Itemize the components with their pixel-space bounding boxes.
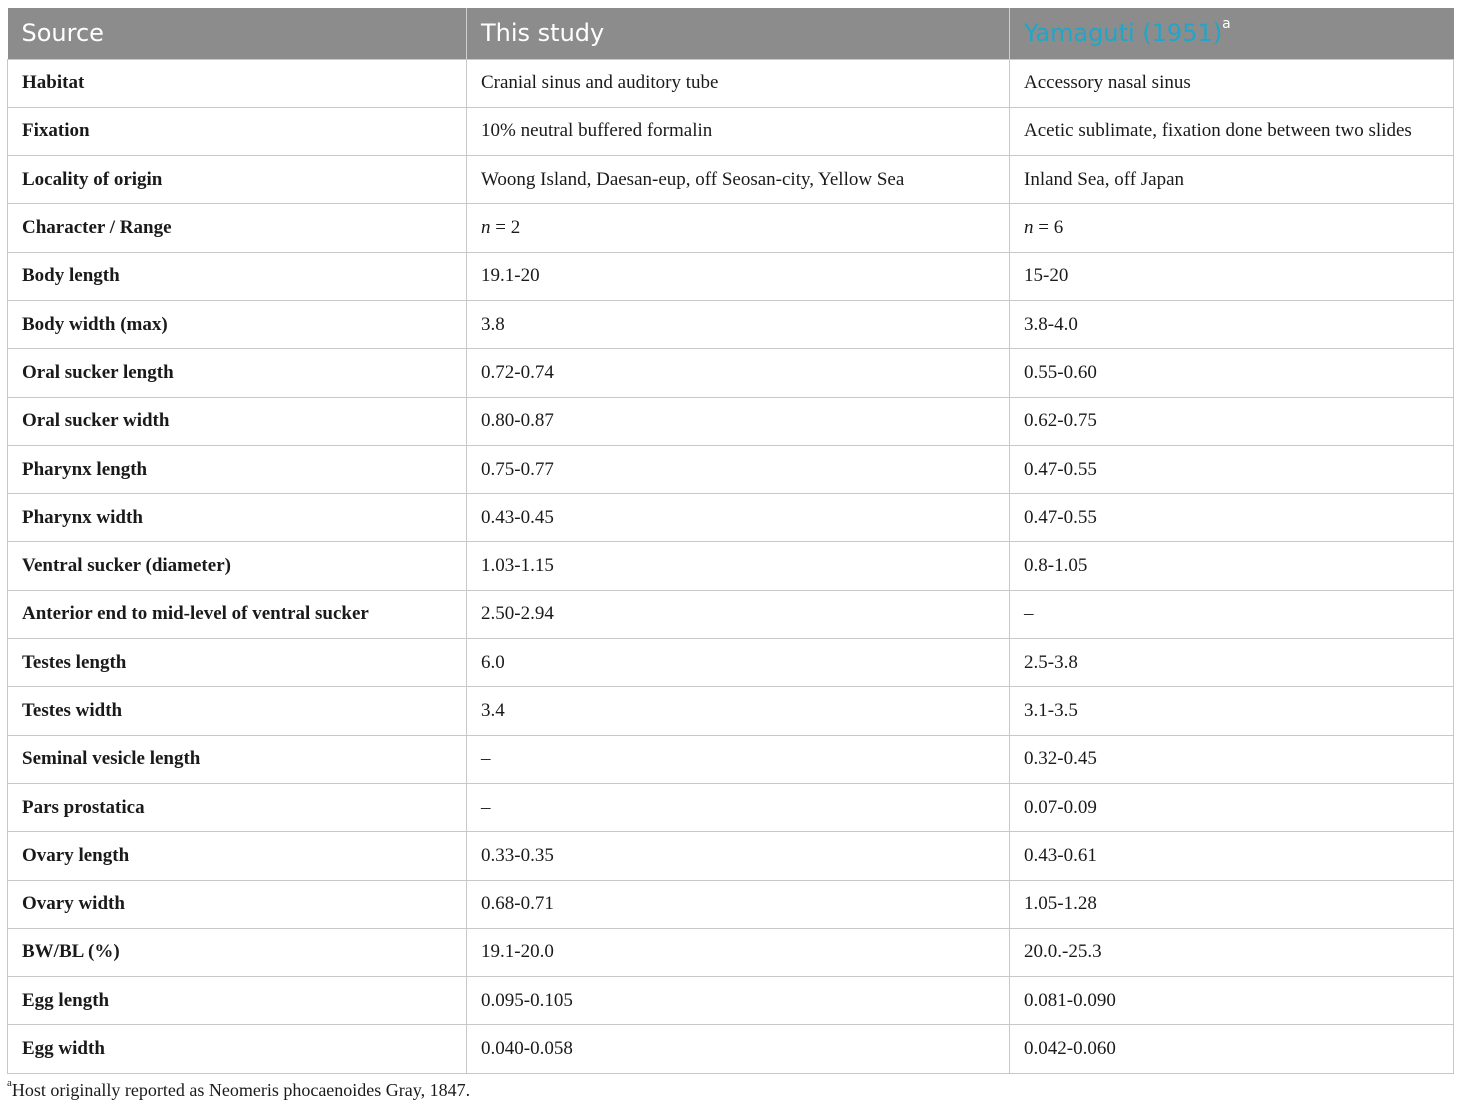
cell-yamaguti: 15-20	[1010, 252, 1454, 300]
row-label: Pharynx width	[8, 494, 467, 542]
cell-this-study: –	[467, 735, 1010, 783]
row-label: Ovary width	[8, 880, 467, 928]
table-row	[8, 735, 1454, 783]
cell-this-study	[467, 204, 1010, 252]
cell-this-study: 2.50-2.94	[467, 590, 1010, 638]
table-row	[8, 300, 1454, 348]
cell-yamaguti: 0.62-0.75	[1010, 397, 1454, 445]
cell-yamaguti: 3.1-3.5	[1010, 687, 1454, 735]
table-row	[8, 977, 1454, 1025]
row-label: Habitat	[8, 59, 467, 107]
cell-this-study: 0.68-0.71	[467, 880, 1010, 928]
cell-yamaguti: Accessory nasal sinus	[1010, 59, 1454, 107]
table-row	[8, 832, 1454, 880]
table-row	[8, 252, 1454, 300]
cell-this-study: Woong Island, Daesan-eup, off Seosan-city, Yellow Sea	[467, 156, 1010, 204]
cell-this-study: 6.0	[467, 639, 1010, 687]
cell-this-study: 1.03-1.15	[467, 542, 1010, 590]
table-row	[8, 1025, 1454, 1073]
row-label: Body width (max)	[8, 300, 467, 348]
cell-yamaguti: 0.042-0.060	[1010, 1025, 1454, 1073]
row-label: Egg length	[8, 977, 467, 1025]
row-label: Anterior end to mid-level of ventral sucker	[8, 590, 467, 638]
cell-yamaguti: 0.47-0.55	[1010, 494, 1454, 542]
cell-this-study: 19.1-20.0	[467, 928, 1010, 976]
cell-yamaguti: 20.0.-25.3	[1010, 928, 1454, 976]
sample-size-value: = 2	[490, 217, 521, 239]
table-row	[8, 542, 1454, 590]
table-row	[8, 494, 1454, 542]
table-row	[8, 880, 1454, 928]
row-label: Pars prostatica	[8, 783, 467, 831]
cell-yamaguti: 0.43-0.61	[1010, 832, 1454, 880]
cell-yamaguti: Inland Sea, off Japan	[1010, 156, 1454, 204]
table-row	[8, 107, 1454, 155]
row-label: Testes length	[8, 639, 467, 687]
cell-this-study: 0.75-0.77	[467, 445, 1010, 493]
row-label: Seminal vesicle length	[8, 735, 467, 783]
table-row	[8, 590, 1454, 638]
table-row	[8, 783, 1454, 831]
row-label: Ventral sucker (diameter)	[8, 542, 467, 590]
cell-this-study: 0.72-0.74	[467, 349, 1010, 397]
cell-yamaguti: 3.8-4.0	[1010, 300, 1454, 348]
row-label: Oral sucker length	[8, 349, 467, 397]
cell-yamaguti: 1.05-1.28	[1010, 880, 1454, 928]
row-label: BW/BL (%)	[8, 928, 467, 976]
table-footnote	[7, 1077, 471, 1101]
row-label: Oral sucker width	[8, 397, 467, 445]
cell-this-study: 3.8	[467, 300, 1010, 348]
cell-yamaguti: 0.8-1.05	[1010, 542, 1454, 590]
cell-this-study: 0.80-0.87	[467, 397, 1010, 445]
table-row	[8, 59, 1454, 107]
row-label: Character / Range	[8, 204, 467, 252]
header-this-study: This study	[467, 8, 1010, 59]
cell-this-study: 10% neutral buffered formalin	[467, 107, 1010, 155]
row-label: Ovary length	[8, 832, 467, 880]
comparison-table	[7, 8, 1454, 1074]
cell-yamaguti: –	[1010, 590, 1454, 638]
table-row	[8, 397, 1454, 445]
cell-yamaguti: 0.32-0.45	[1010, 735, 1454, 783]
cell-this-study: –	[467, 783, 1010, 831]
table-body	[8, 59, 1454, 1073]
table-row	[8, 156, 1454, 204]
row-label: Fixation	[8, 107, 467, 155]
cell-yamaguti	[1010, 204, 1454, 252]
header-row	[8, 8, 1454, 59]
citation-link[interactable]: Yamaguti (1951)	[1024, 19, 1223, 48]
table-row	[8, 445, 1454, 493]
footnote-marker-ref: a	[7, 1077, 12, 1089]
cell-yamaguti: 0.47-0.55	[1010, 445, 1454, 493]
header-source: Source	[8, 8, 467, 59]
table-row	[8, 687, 1454, 735]
cell-this-study: 0.095-0.105	[467, 977, 1010, 1025]
cell-yamaguti: 0.07-0.09	[1010, 783, 1454, 831]
cell-this-study: 3.4	[467, 687, 1010, 735]
table-row	[8, 928, 1454, 976]
footnote-text: Host originally reported as Neomeris phocaenoides Gray, 1847.	[11, 1080, 471, 1100]
row-label: Locality of origin	[8, 156, 467, 204]
table-row	[8, 204, 1454, 252]
cell-yamaguti: 0.081-0.090	[1010, 977, 1454, 1025]
cell-this-study: 0.43-0.45	[467, 494, 1010, 542]
table-row	[8, 349, 1454, 397]
sample-size-symbol: n	[481, 217, 491, 239]
footnote-marker: a	[1222, 16, 1231, 33]
cell-this-study: 0.040-0.058	[467, 1025, 1010, 1073]
sample-size-symbol: n	[1024, 217, 1034, 239]
cell-this-study: 19.1-20	[467, 252, 1010, 300]
table-row	[8, 639, 1454, 687]
row-label: Egg width	[8, 1025, 467, 1073]
row-label: Body length	[8, 252, 467, 300]
cell-yamaguti: Acetic sublimate, fixation done between two slides	[1010, 107, 1454, 155]
row-label: Pharynx length	[8, 445, 467, 493]
cell-this-study: 0.33-0.35	[467, 832, 1010, 880]
cell-yamaguti: 2.5-3.8	[1010, 639, 1454, 687]
sample-size-value: = 6	[1033, 217, 1064, 239]
comparison-table-container	[7, 8, 1453, 1074]
cell-this-study: Cranial sinus and auditory tube	[467, 59, 1010, 107]
header-yamaguti	[1010, 8, 1454, 59]
cell-yamaguti: 0.55-0.60	[1010, 349, 1454, 397]
row-label: Testes width	[8, 687, 467, 735]
